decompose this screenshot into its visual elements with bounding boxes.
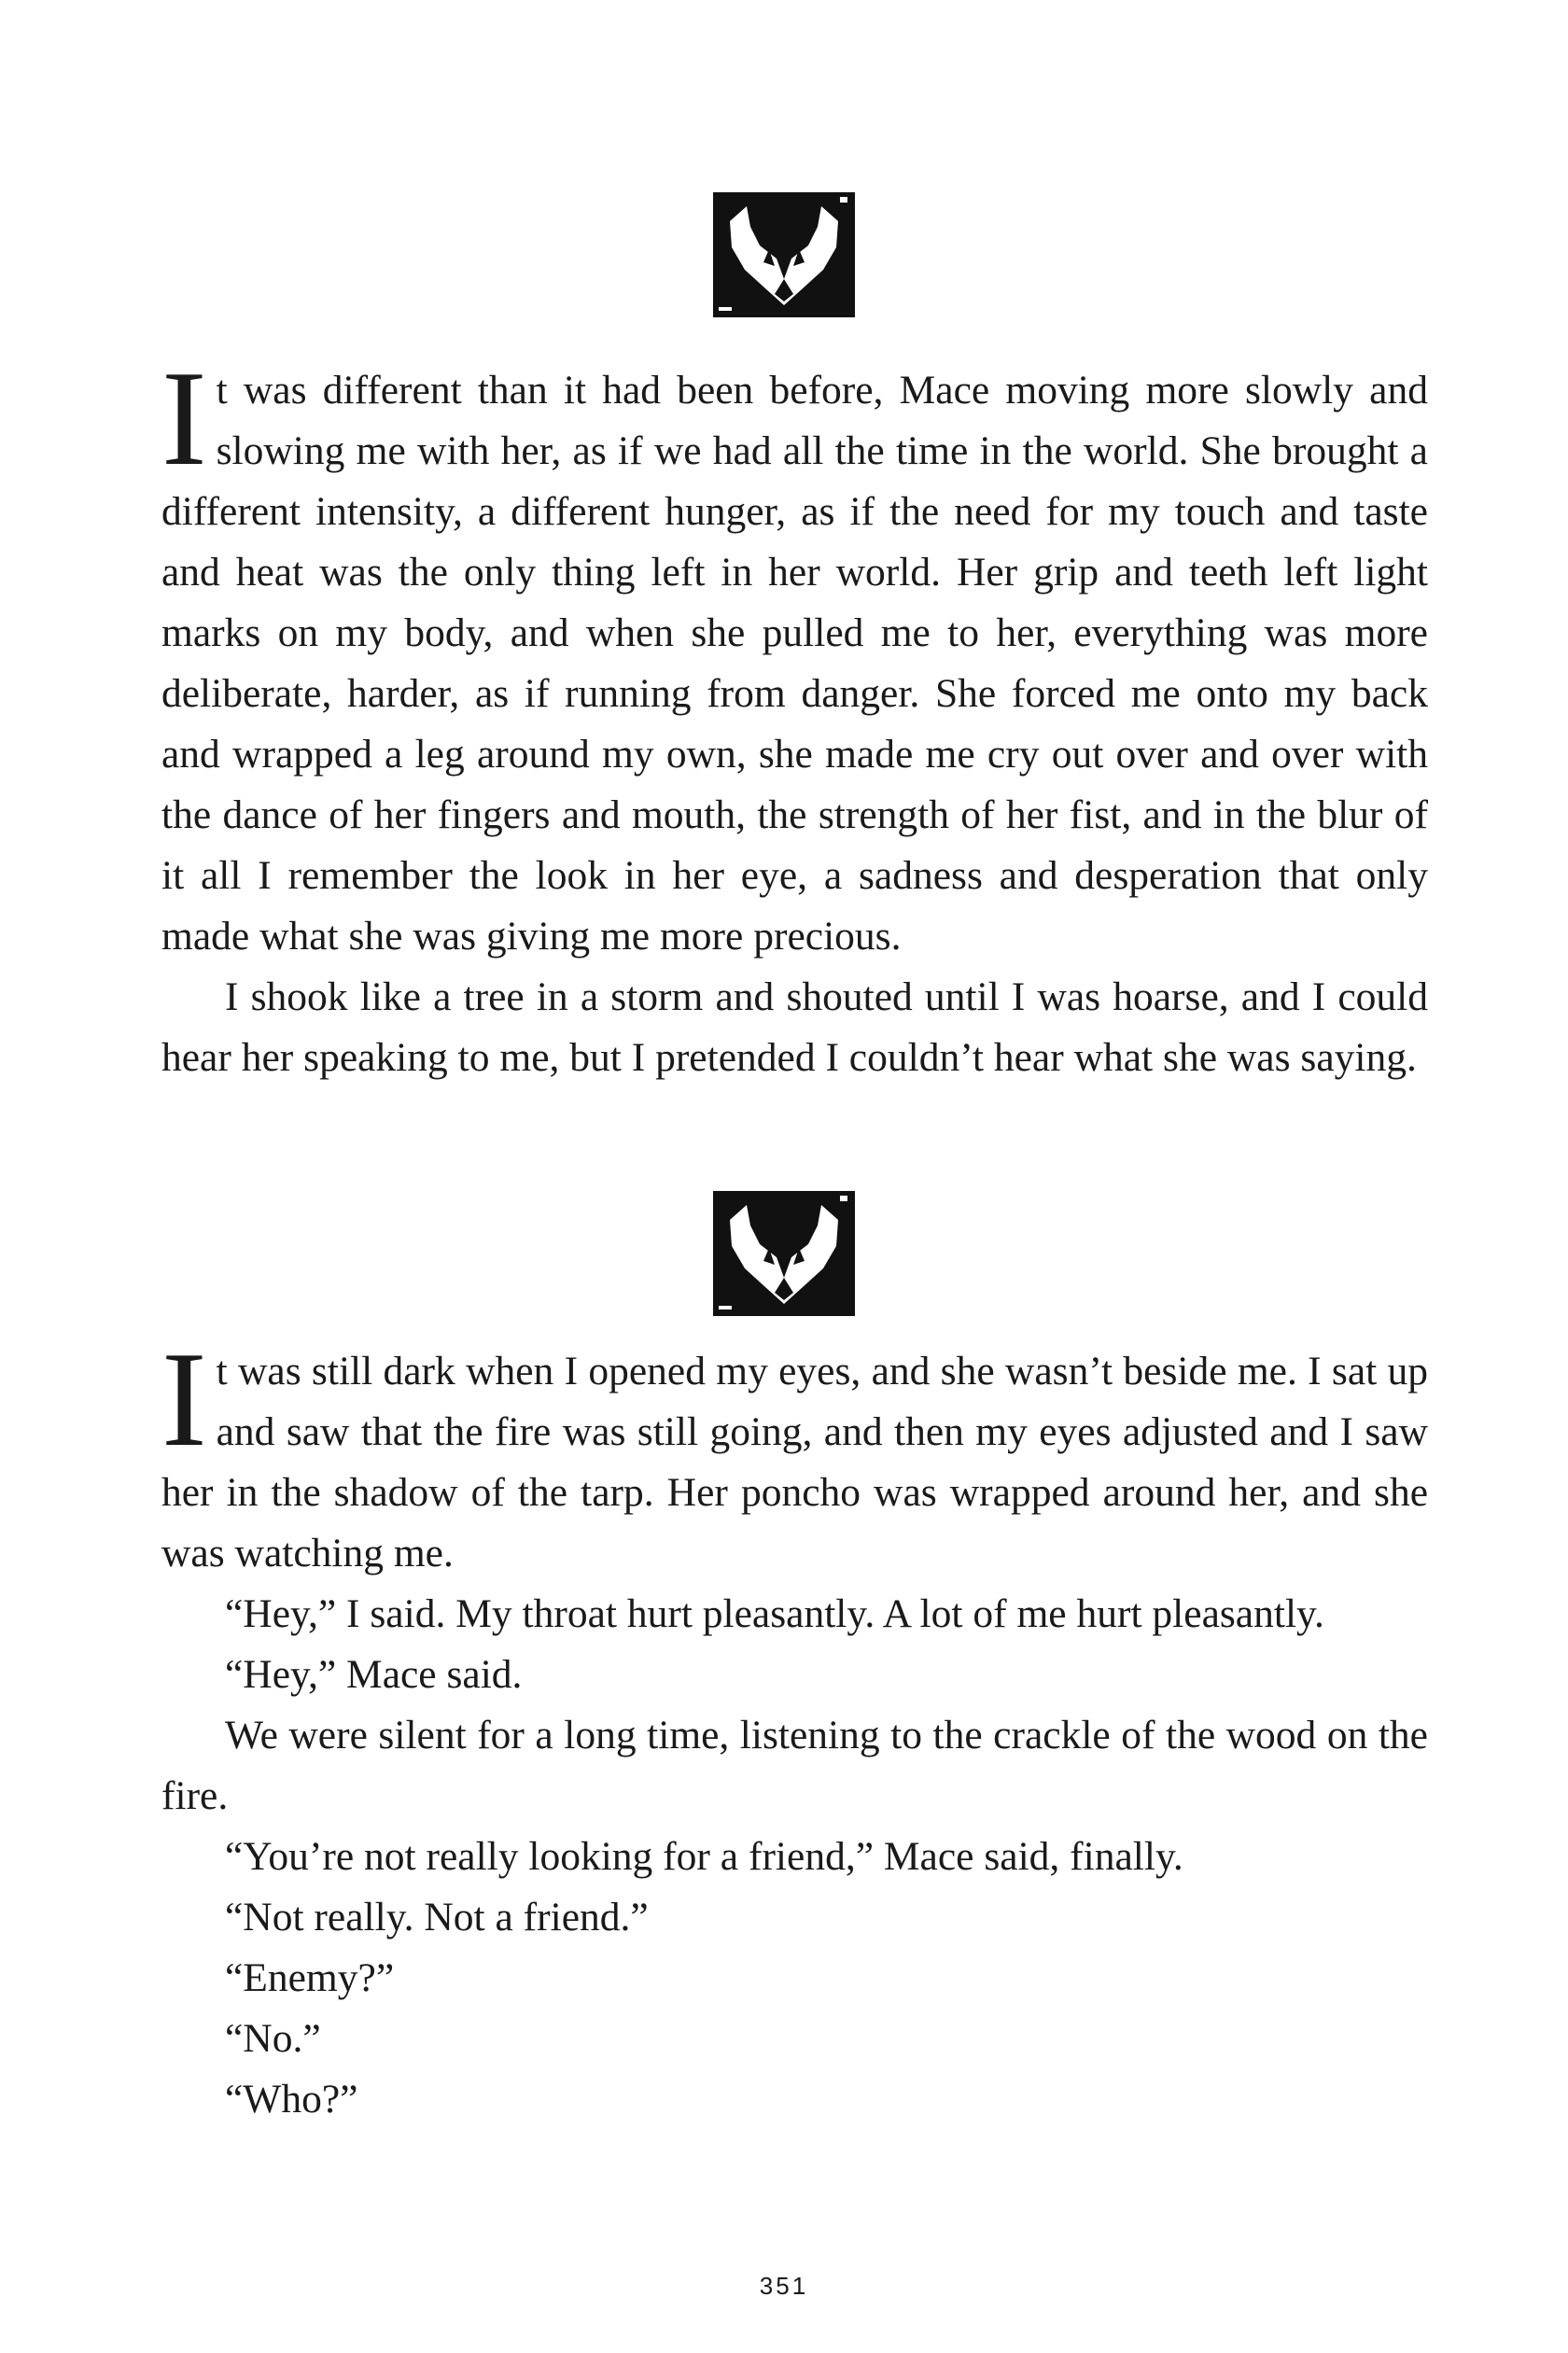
drop-cap: I <box>161 1324 207 1475</box>
paragraph <box>161 1324 1428 1584</box>
paragraph: “Not really. Not a friend.” <box>225 1895 649 1940</box>
section-one <box>161 343 1428 1088</box>
paragraph: “Hey,” Mace said. <box>225 1652 523 1697</box>
heart-ornament-icon <box>709 189 859 320</box>
paragraph: “No.” <box>225 2016 321 2061</box>
paragraph: I shook like a tree in a storm and shouted until I was hoarse, and I could hear her speaking to me, but I pretended I couldn’t hear what she was saying. <box>161 974 1428 1080</box>
paragraph: We were silent for a long time, listening to the crackle of the wood on the fire. <box>161 1713 1428 1818</box>
paragraph: “Who?” <box>225 2077 358 2122</box>
paragraph: “You’re not really looking for a friend,” Mace said, finally. <box>225 1834 1183 1879</box>
section-two <box>161 1324 1428 2130</box>
paragraph-text: t was still dark when I opened my eyes, and she wasn’t beside me. I sat up and saw that the fire was still going, and then my eyes adjusted and I saw her in the shadow of the tarp. Her poncho was wrapped around her, and she was watching me. <box>161 1349 1428 1576</box>
paragraph: “Enemy?” <box>225 1955 395 2000</box>
paragraph: “Hey,” I said. My throat hurt pleasantly. A lot of me hurt pleasantly. <box>225 1591 1324 1636</box>
drop-cap: I <box>161 343 207 494</box>
heart-ornament-icon <box>709 1188 859 1319</box>
page-number: 351 <box>759 2272 809 2300</box>
paragraph-text: t was different than it had been before, Mace moving more slowly and slowing me with her, as if we had all the time in the world. She brought a different intensity, a different hunger, as if the need for my touch and taste and heat was the only thing left in her world. Her grip and teeth left light marks on my body, and when she pulled me to her, everything was more deliberate, harder, as if running from danger. She forced me onto my back and wrapped a leg around my own, she made me cry out over and over with the dance of her fingers and mouth, the strength of her fist, and in the blur of it all I remember the look in her eye, a sadness and desperation that only made what she was giving me more precious. <box>161 368 1428 959</box>
paragraph <box>161 343 1428 967</box>
